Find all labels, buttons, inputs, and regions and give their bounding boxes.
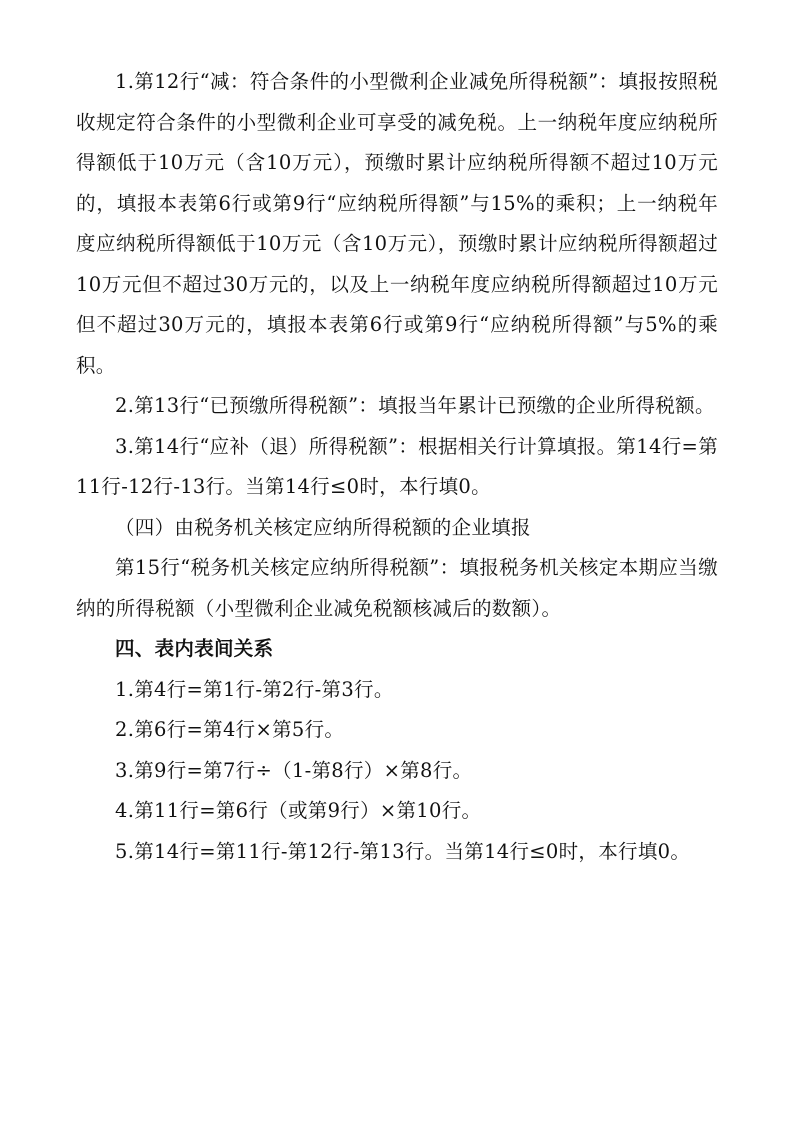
relation-item-2: 2.第6行=第4行×第5行。 xyxy=(115,718,345,741)
relation-item-5: 5.第14行=第11行-第12行-第13行。当第14行≤0时，本行填0。 xyxy=(115,839,691,863)
relation-item-3: 3.第9行=第7行÷（1-第8行）×第8行。 xyxy=(115,758,473,782)
paragraph-line-13: 2.第13行“已预缴所得税额”：填报当年累计已预缴的企业所得税额。 xyxy=(115,394,715,417)
document-page xyxy=(76,62,718,872)
section-heading-relations: 四、表内表间关系 xyxy=(115,637,274,660)
paragraph-line-12: 1.第12行“减：符合条件的小型微利企业减免所得税额”：填报按照税收规定符合条件的小型微利企业可享受的减免税。上一纳税年度应纳税所得额低于10万元（含10万元），预缴时累计应纳税所得额不超过10万元的，填报本表第6行或第9行“应纳税所得额”与15%的乘积；上一纳税年度应纳税所得额低于10万元（含10万元），预缴时累计应纳税所得额超过10万元但不超过30万元的，以及上一纳税年度应纳税所得额超过10万元但不超过30万元的，填报本表第6行或第9行“应纳税所得额”与5%的乘积。 xyxy=(76,70,718,377)
paragraph-line-15: 第15行“税务机关核定应纳所得税额”：填报税务机关核定本期应当缴纳的所得税额（小型微利企业减免税额核减后的数额）。 xyxy=(76,556,718,620)
paragraph-line-14: 3.第14行“应补（退）所得税额”：根据相关行计算填报。第14行=第11行-12行-13行。当第14行≤0时，本行填0。 xyxy=(76,434,718,498)
relation-item-1: 1.第4行=第1行-第2行-第3行。 xyxy=(115,677,394,701)
section-heading-four-sub: （四）由税务机关核定应纳所得税额的企业填报 xyxy=(115,515,531,539)
relation-item-4: 4.第11行=第6行（或第9行）×第10行。 xyxy=(115,799,482,822)
